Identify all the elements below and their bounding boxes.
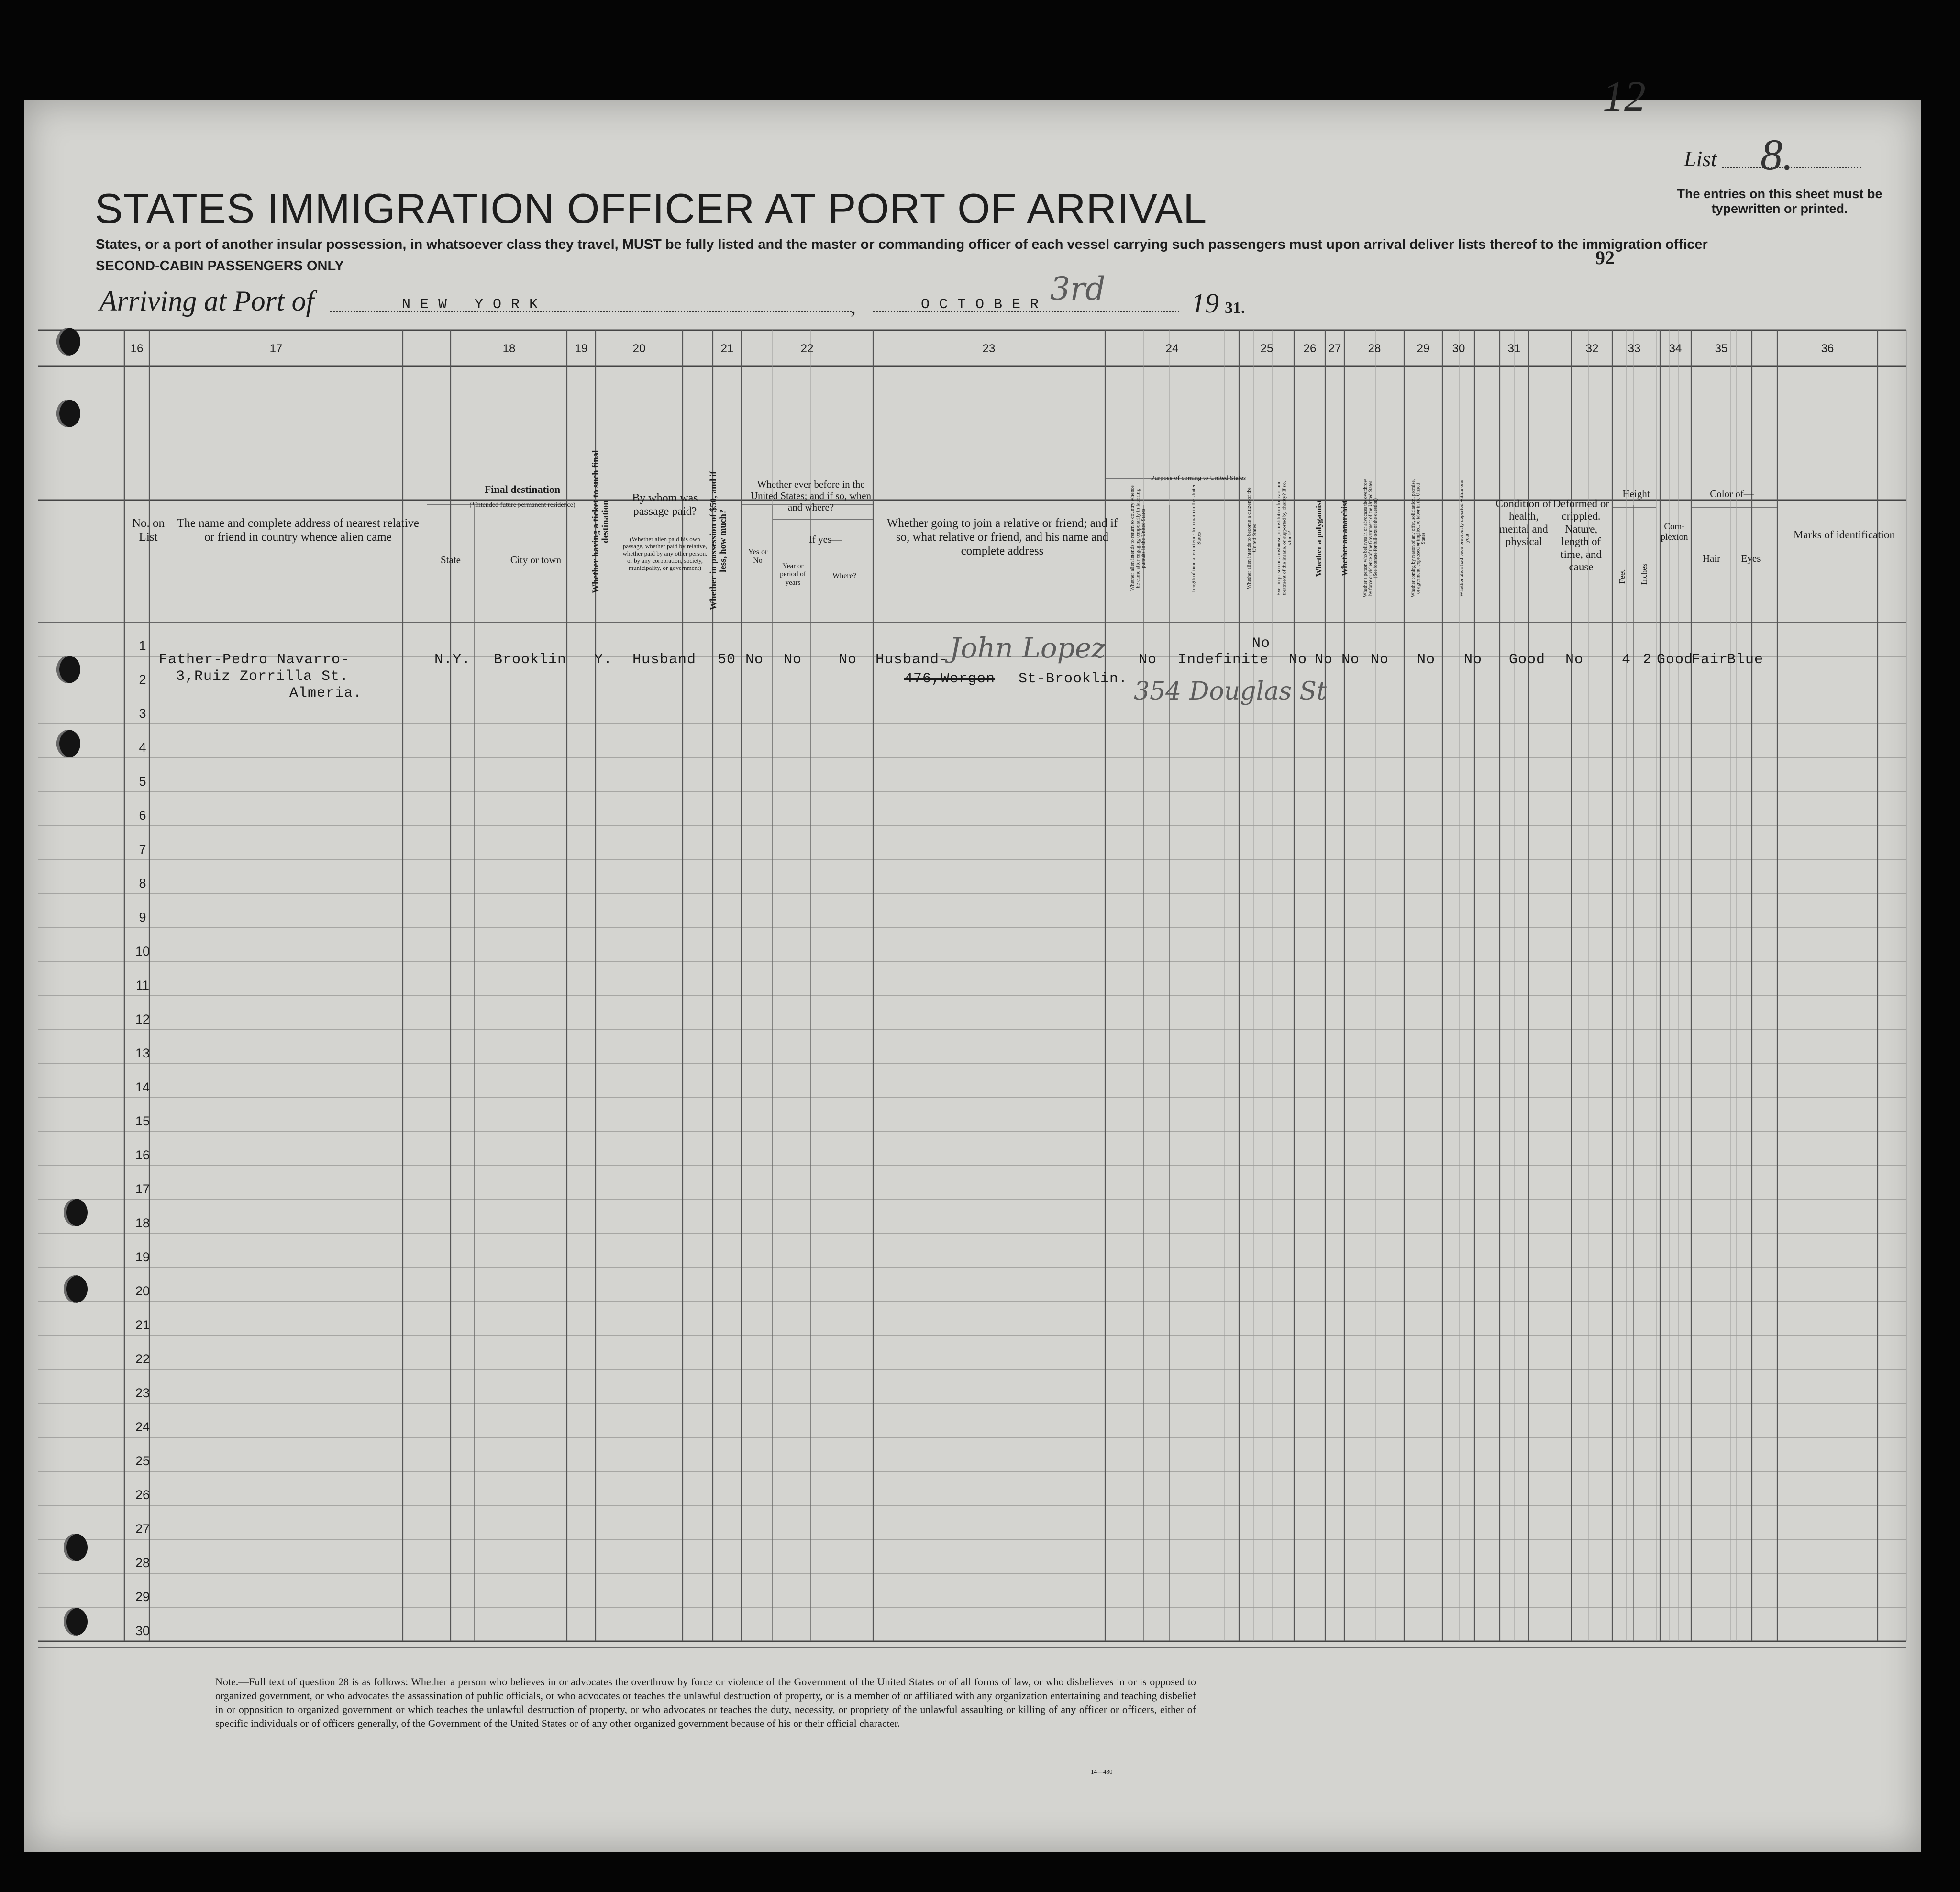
entry-anarchist: No [1341,652,1360,668]
row-number: 16 [135,1148,150,1162]
row-number: 9 [139,910,146,924]
column-number: 22 [800,342,814,355]
stamp-number: 12 [1603,73,1646,120]
column-number: 33 [1628,342,1641,355]
column-number: 27 [1328,342,1341,355]
entry-polygamist: No [1315,652,1333,668]
header-health: Condition of health, mental and physical [1495,498,1552,548]
column-number: 25 [1260,342,1273,355]
header-if-yes: If yes— [808,534,842,545]
binder-hole [64,1608,88,1636]
header-relative-address: The name and complete address of nearest relative or friend in country whence alien came [177,517,420,544]
column-number: 29 [1417,342,1430,355]
port-value: N E W Y O R K [402,297,539,313]
header-year: Year or period of years [780,562,806,587]
header-polygamist: Whether a polygamist [1314,500,1323,577]
entry-state: N.Y. [434,652,471,668]
entry-where: No [839,652,857,668]
row-number: 12 [135,1012,150,1026]
year-suffix: 31. [1225,299,1245,317]
header-no-on-list: No. on List [132,517,165,544]
entry-hair: Fair [1692,652,1728,668]
column-number: 16 [130,342,144,355]
entry-passage: Husband [632,652,697,668]
list-number: 8. [1761,130,1794,179]
entry-prison: No [1289,652,1307,668]
column-number: 24 [1165,342,1179,355]
comma-1: , [851,295,856,318]
row-number: 15 [135,1114,150,1128]
header-hair: Hair [1702,553,1721,564]
footnote: Note.—Full text of question 28 is as follows: Whether a person who believes in or advocates the overthrow by force or violence of the Government of the United States or of all forms of law, or who disbelieves in or is opposed to organized government, or who advocates the assassination of public officials, or who advocates or teaches the unlawful destruction of property, or is a member of or affiliated with any organization entertaining and teaching disbelief in or opposition to organized government or which teaches the unlawful destruction of property, or who advocates or teaches the duty, necessity, or propriety of the unlawful assaulting or killing of any officer or officers, either of specific individuals or of officers generally, of the Government of the United States or of any other organized government because of his or their official character. [215,1676,1196,1730]
header-feet: Feet [1617,569,1627,584]
row-number: 29 [135,1590,150,1604]
entry-deported: No [1464,652,1483,668]
row-number: 6 [139,808,146,823]
row-number: 14 [135,1080,150,1094]
header-citizen: Whether alien intends to become a citizen of the United States [1246,487,1258,590]
header-inches: Inches [1639,563,1649,585]
row-number: 21 [135,1318,150,1332]
column-number: 21 [720,342,734,355]
entry-join-relation: Husband- [875,652,949,668]
header-color-of: Color of— [1710,488,1754,500]
row-number: 11 [135,978,150,992]
binder-hole [64,1199,88,1226]
column-number: 18 [502,342,516,355]
header-length: Length of time alien intends to remain in the United States [1191,483,1202,593]
entry-year: No [784,652,802,668]
row-number: 2 [139,672,146,687]
entry-ticket: Y. [594,652,613,668]
column-number: 28 [1368,342,1381,355]
header-final-destination-note: (*Intended future permanent residence) [469,501,576,509]
row-number: 18 [135,1216,150,1230]
column-number: 31 [1507,342,1521,355]
entry-join-address: St-Brooklin. [1009,671,1128,687]
form-number: 14—430 [1091,1768,1113,1775]
entry-complexion: Good [1657,652,1694,668]
column-number: 26 [1303,342,1317,355]
header-where: Where? [832,572,856,580]
entry-join-name-handwritten: John Lopez [950,632,1106,664]
entry-citizen: No [1252,635,1271,652]
row-number: 13 [135,1046,150,1060]
header-passage-note: (Whether alien paid his own passage, whether paid by relative, whether paid by any other person, or by any corporation, society, municipality, or government) [622,535,708,571]
year-prefix: 19 [1191,288,1219,319]
header-passage-paid: By whom was passage paid? [632,492,698,518]
column-number: 20 [632,342,646,355]
day-handwritten: 3rd [1050,270,1106,307]
entry-return: No [1139,652,1157,668]
entry-relative-line3: Almeria. [289,685,363,701]
binder-hole [56,730,80,757]
column-number: 32 [1585,342,1599,355]
column-number: 19 [575,342,588,355]
header-deported: Whether alien had been previously deported within one year [1459,479,1470,597]
header-marks: Marks of identification [1793,529,1895,541]
row-number: 5 [139,774,146,789]
row-number: 19 [135,1250,150,1264]
entry-before: No [745,652,764,668]
entries-note: The entries on this sheet must be typewritten or printed. [1677,187,1882,216]
binder-hole [56,400,80,427]
entry-inches: 2 [1643,652,1652,668]
entry-health: Good [1509,652,1546,668]
row-number: 30 [135,1624,150,1638]
row-number: 7 [139,842,146,857]
entry-deformed: No [1565,652,1584,668]
list-label: List [1684,146,1717,171]
entry-relative-line1: Father-Pedro Navarro- [159,652,350,668]
header-ticket: Whether having a ticket to such final destination [591,450,610,593]
month-value: O C T O B E R [921,297,1040,313]
header-prison: Ever in prison or almshouse, or institution for care and treatment of the insane, or supported by charity? If so, which? [1276,480,1293,596]
entry-join-address-handwritten: 354 Douglas St [1134,677,1327,706]
row-number: 4 [139,740,146,755]
header-return: Whether alien intends to return to country whence he came after engaging temporarily in laboring pursuits in the United States [1129,485,1147,591]
manifest-sheet [24,73,1921,1852]
header-height: Height [1622,488,1650,500]
entry-feet: 4 [1622,652,1631,668]
column-number: 23 [982,342,996,355]
row-number: 8 [139,876,146,890]
header-money: Whether in possession of $50, and if less, how much? [709,471,728,611]
header-offer: Whether coming by reason of any offer, solicitation, promise, or agreement, expressed or implied, to labor in the United States [1411,479,1426,598]
header-yes-or-no: Yes or No [748,548,768,565]
header-deformed: Deformed or crippled. Nature, length of time, and cause [1552,498,1610,573]
header-overthrow: Whether a person who believes in or advocates the overthrow by force or violence of the Government of the United States (See footnote for full text of the question) [1363,479,1378,598]
row-number: 27 [135,1522,150,1536]
row-number: 17 [135,1182,150,1196]
arriving-label: Arriving at Port of [100,285,314,317]
row-number: 26 [135,1488,150,1502]
header-join-relative: Whether going to join a relative or friend; and if so, what relative or friend, and his name and complete address [886,517,1118,557]
entry-city: Brooklin [494,652,567,668]
column-number: 36 [1821,342,1834,355]
row-number: 25 [135,1454,150,1468]
header-city: City or town [510,554,562,566]
column-number: 30 [1452,342,1465,355]
entry-length: Indefinite [1178,652,1269,668]
header-final-destination: Final destination [484,483,561,495]
entry-join-address-struck: 476,Wergen [904,671,996,687]
class-note: SECOND-CABIN PASSENGERS ONLY [96,258,344,274]
header-before-in-us: Whether ever before in the United States; and if so, when and where? [751,479,871,513]
header-subtitle: States, or a port of another insular possession, in whatsoever class they travel, MUST be fully listed and the master or commanding officer of each vessel carrying such passengers must upon arrival deliver lists thereof to the immigration officer [96,237,1708,252]
entry-eyes: Blue [1727,652,1764,668]
row-number: 24 [135,1420,150,1434]
row-number: 3 [139,706,146,721]
column-number: 35 [1715,342,1728,355]
row-number: 23 [135,1386,150,1400]
column-number: 17 [269,342,283,355]
header-purpose: Purpose of coming to United States [1151,475,1246,482]
form-grid [24,100,1921,1852]
row-number: 1 [139,638,146,653]
binder-hole [56,328,80,356]
header-state: State [441,554,461,566]
entry-money: 50 [718,652,736,668]
header-anarchist: Whether an anarchist [1340,500,1349,577]
binder-hole [64,1275,88,1303]
row-number: 28 [135,1556,150,1570]
binder-hole [64,1534,88,1561]
row-number: 20 [135,1284,150,1298]
entry-offer: No [1417,652,1436,668]
row-number: 22 [135,1352,150,1366]
page-number: 92 [1595,247,1615,268]
page-title: STATES IMMIGRATION OFFICER AT PORT OF ARRIVAL [95,185,1207,232]
entry-overthrow: No [1371,652,1389,668]
header-eyes: Eyes [1741,553,1761,564]
column-number: 34 [1669,342,1682,355]
entry-relative-line2: 3,Ruiz Zorrilla St. [176,668,349,685]
binder-hole [56,656,80,683]
header-complexion: Com- plexion [1661,522,1688,542]
row-number: 10 [135,944,150,958]
